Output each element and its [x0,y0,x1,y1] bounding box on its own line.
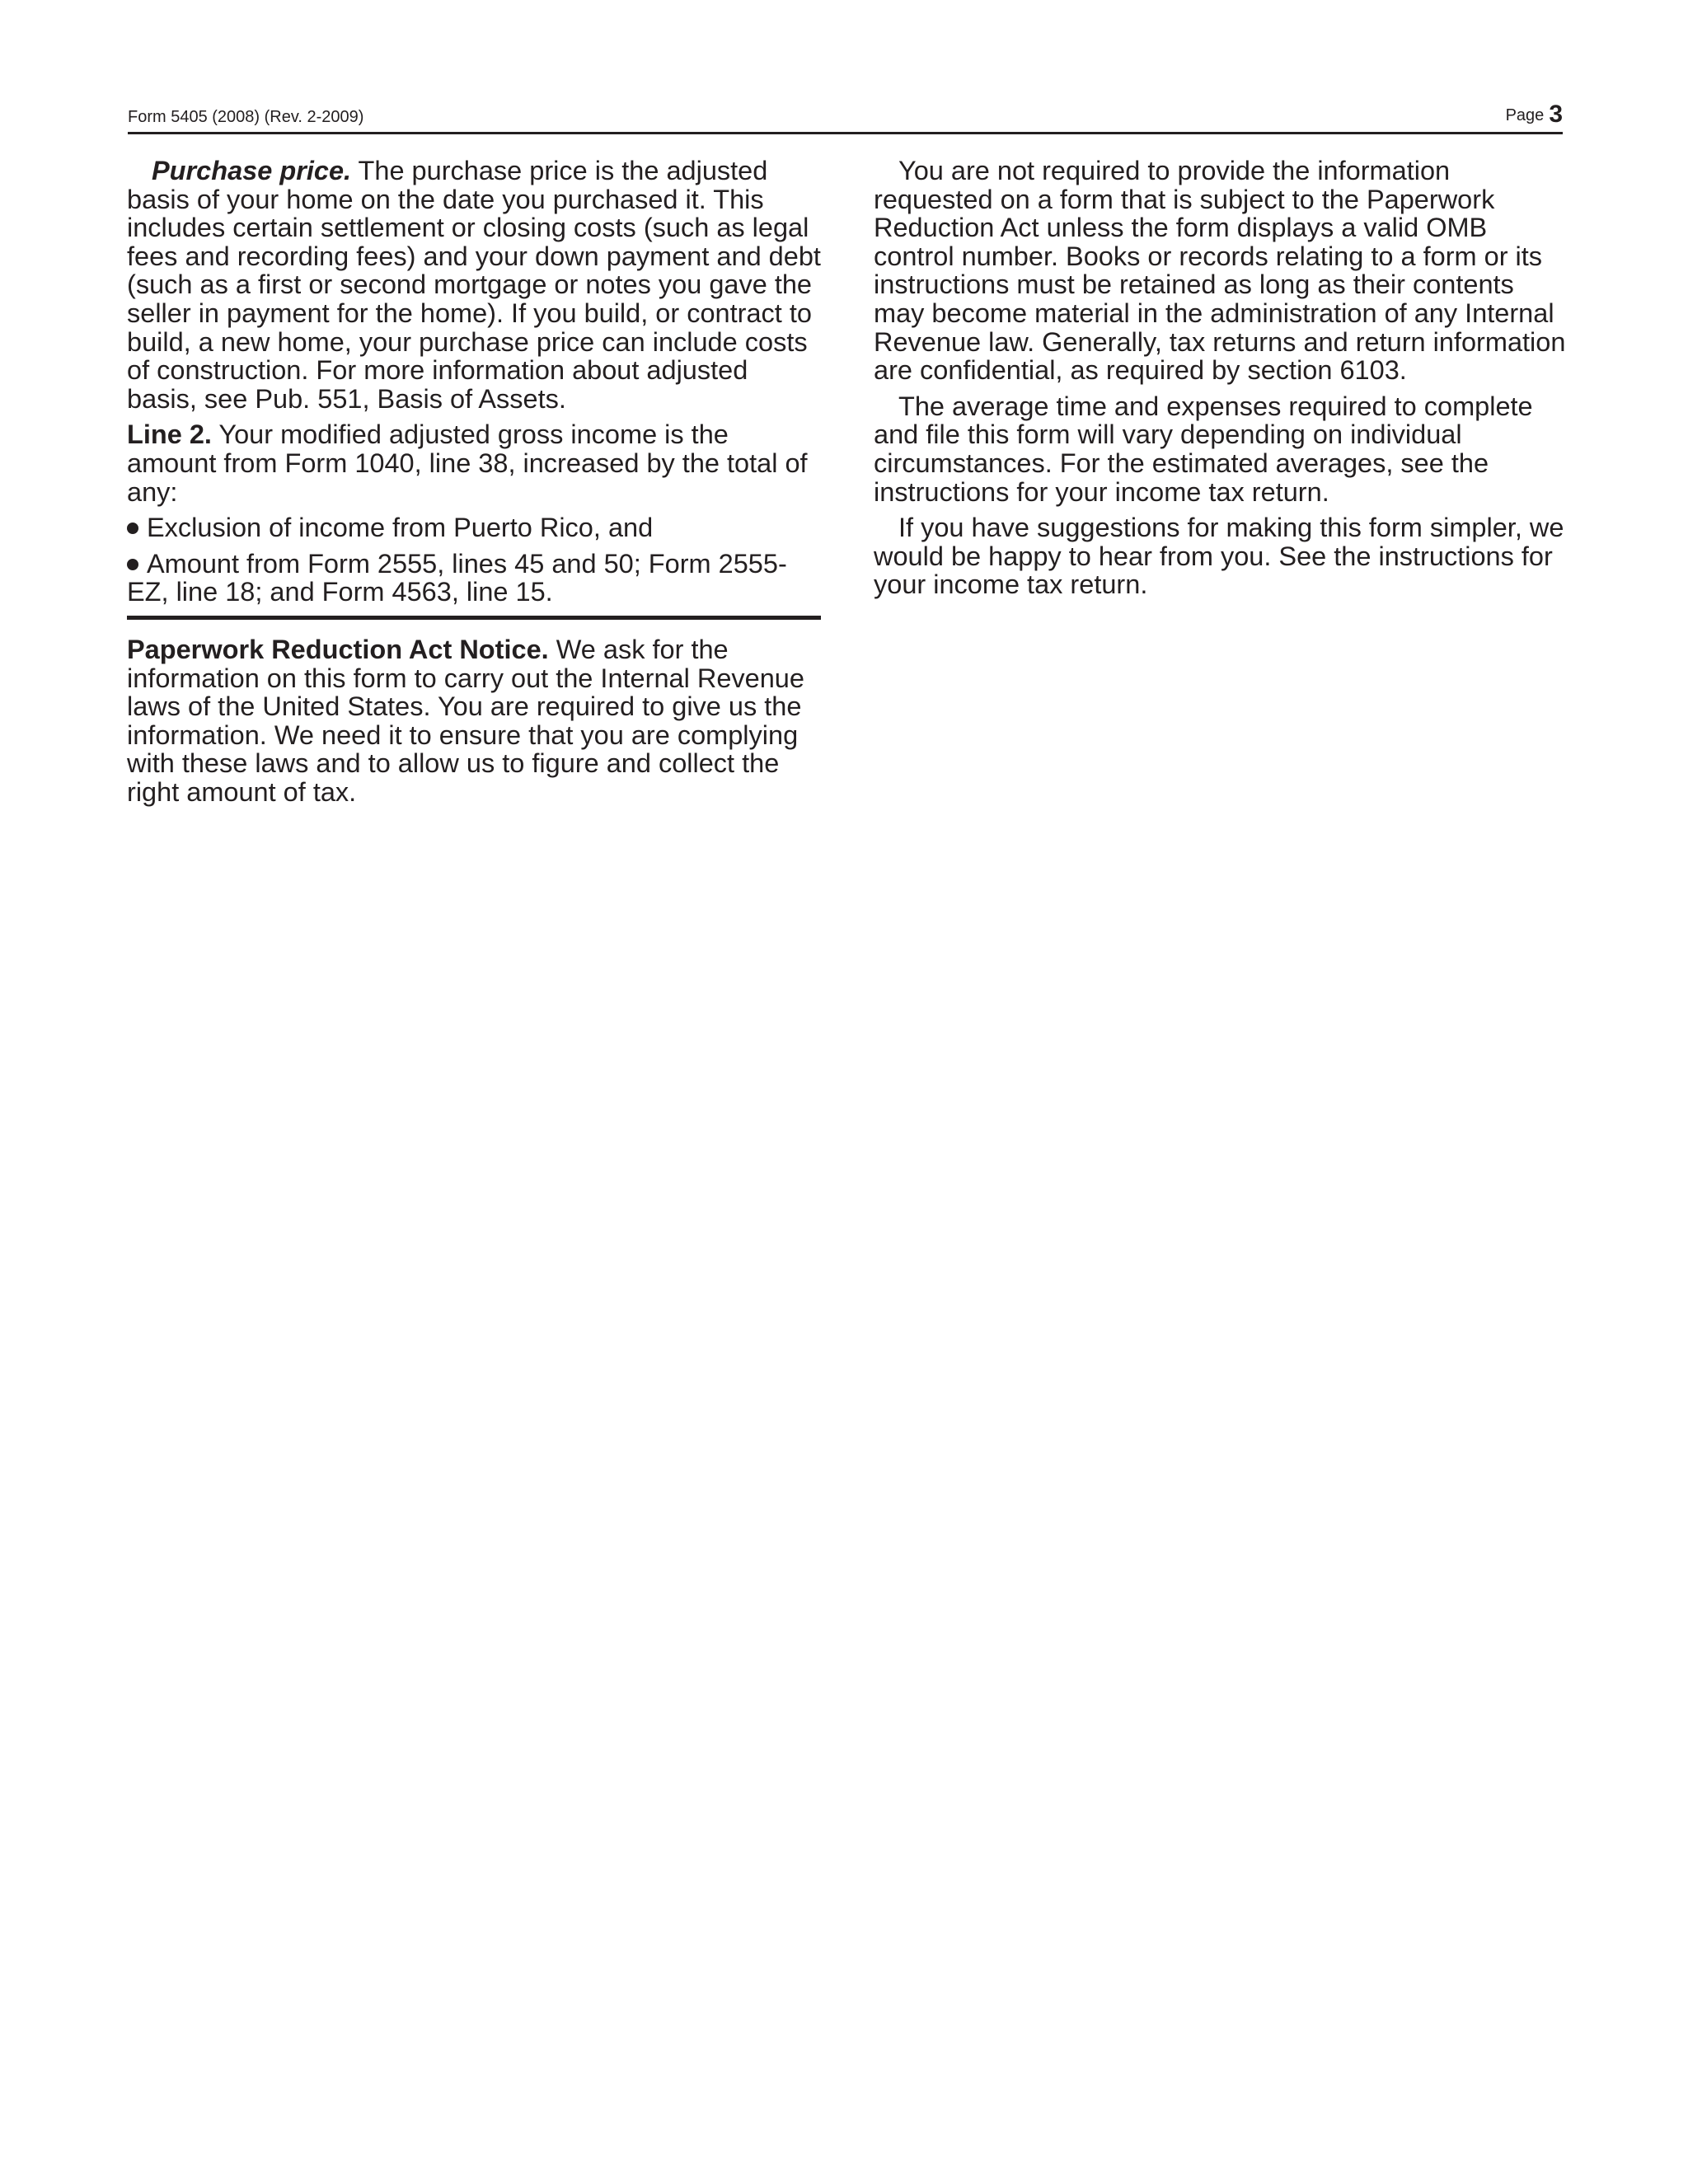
bullet-text: Exclusion of income from Puerto Rico, and [147,513,654,543]
form-identifier: Form 5405 (2008) (Rev. 2-2009) [128,108,364,126]
line2-text: Your modified adjusted gross income is the amount from Form 1040, line 38, increased by the total of any: [127,419,808,507]
suggestions-paragraph: If you have suggestions for making this form simpler, we would be happy to hear from you. See the instructions for your income tax return. [874,513,1564,600]
page-indicator [1506,101,1563,129]
line2-paragraph [127,420,821,506]
left-column [127,157,821,813]
bullet-icon [127,559,138,570]
paperwork-notice-paragraph [127,635,821,807]
bullet-item [127,513,821,542]
time-estimate-paragraph: The average time and expenses required to complete and file this form will vary depending on individual circumstances. For the estimated averages, see the instructions for your income tax return. [874,391,1533,507]
page-label: Page [1505,106,1545,124]
paperwork-notice-heading: Paperwork Reduction Act Notice. [127,634,549,664]
page-header [128,97,1563,134]
right-column [874,157,1568,607]
paperwork-notice-text: We ask for the information on this form to carry out the Internal Revenue laws of the United States. You are required to give us the information. We need it to ensure that you are complying with these laws and to allow us to figure and collect the right amount of tax. [127,634,804,807]
page-number: 3 [1549,101,1563,128]
purchase-price-paragraph [127,157,821,413]
section-divider [127,616,821,620]
purchase-price-text: The purchase price is the adjusted basis of your home on the date you purchased it. This includes certain settlement or closing costs (such as legal fees and recording fees) and your down payment and debt (such as a first or second mortgage or notes you gave the seller in payment for the home). If you build, or contract to build, a new home, your purchase price can include costs of construction. For more information about adjusted basis, see Pub. 551, Basis of Assets. [127,156,821,414]
omb-paragraph: You are not required to provide the information requested on a form that is subject to the Paperwork Reduction Act unless the form displays a valid OMB control number. Books or records relating to a form or its instructions must be retained as long as their contents may become material in the administration of any Internal Revenue law. Generally, tax returns and return information are confidential, as required by section 6103. [874,156,1566,386]
bullet-item [127,550,821,607]
bullet-icon [127,523,138,534]
line2-heading: Line 2. [127,419,212,450]
purchase-price-heading: Purchase price. [152,156,352,185]
bullet-text: Amount from Form 2555, lines 45 and 50; Form 2555-EZ, line 18; and Form 4563, line 15. [127,548,787,607]
